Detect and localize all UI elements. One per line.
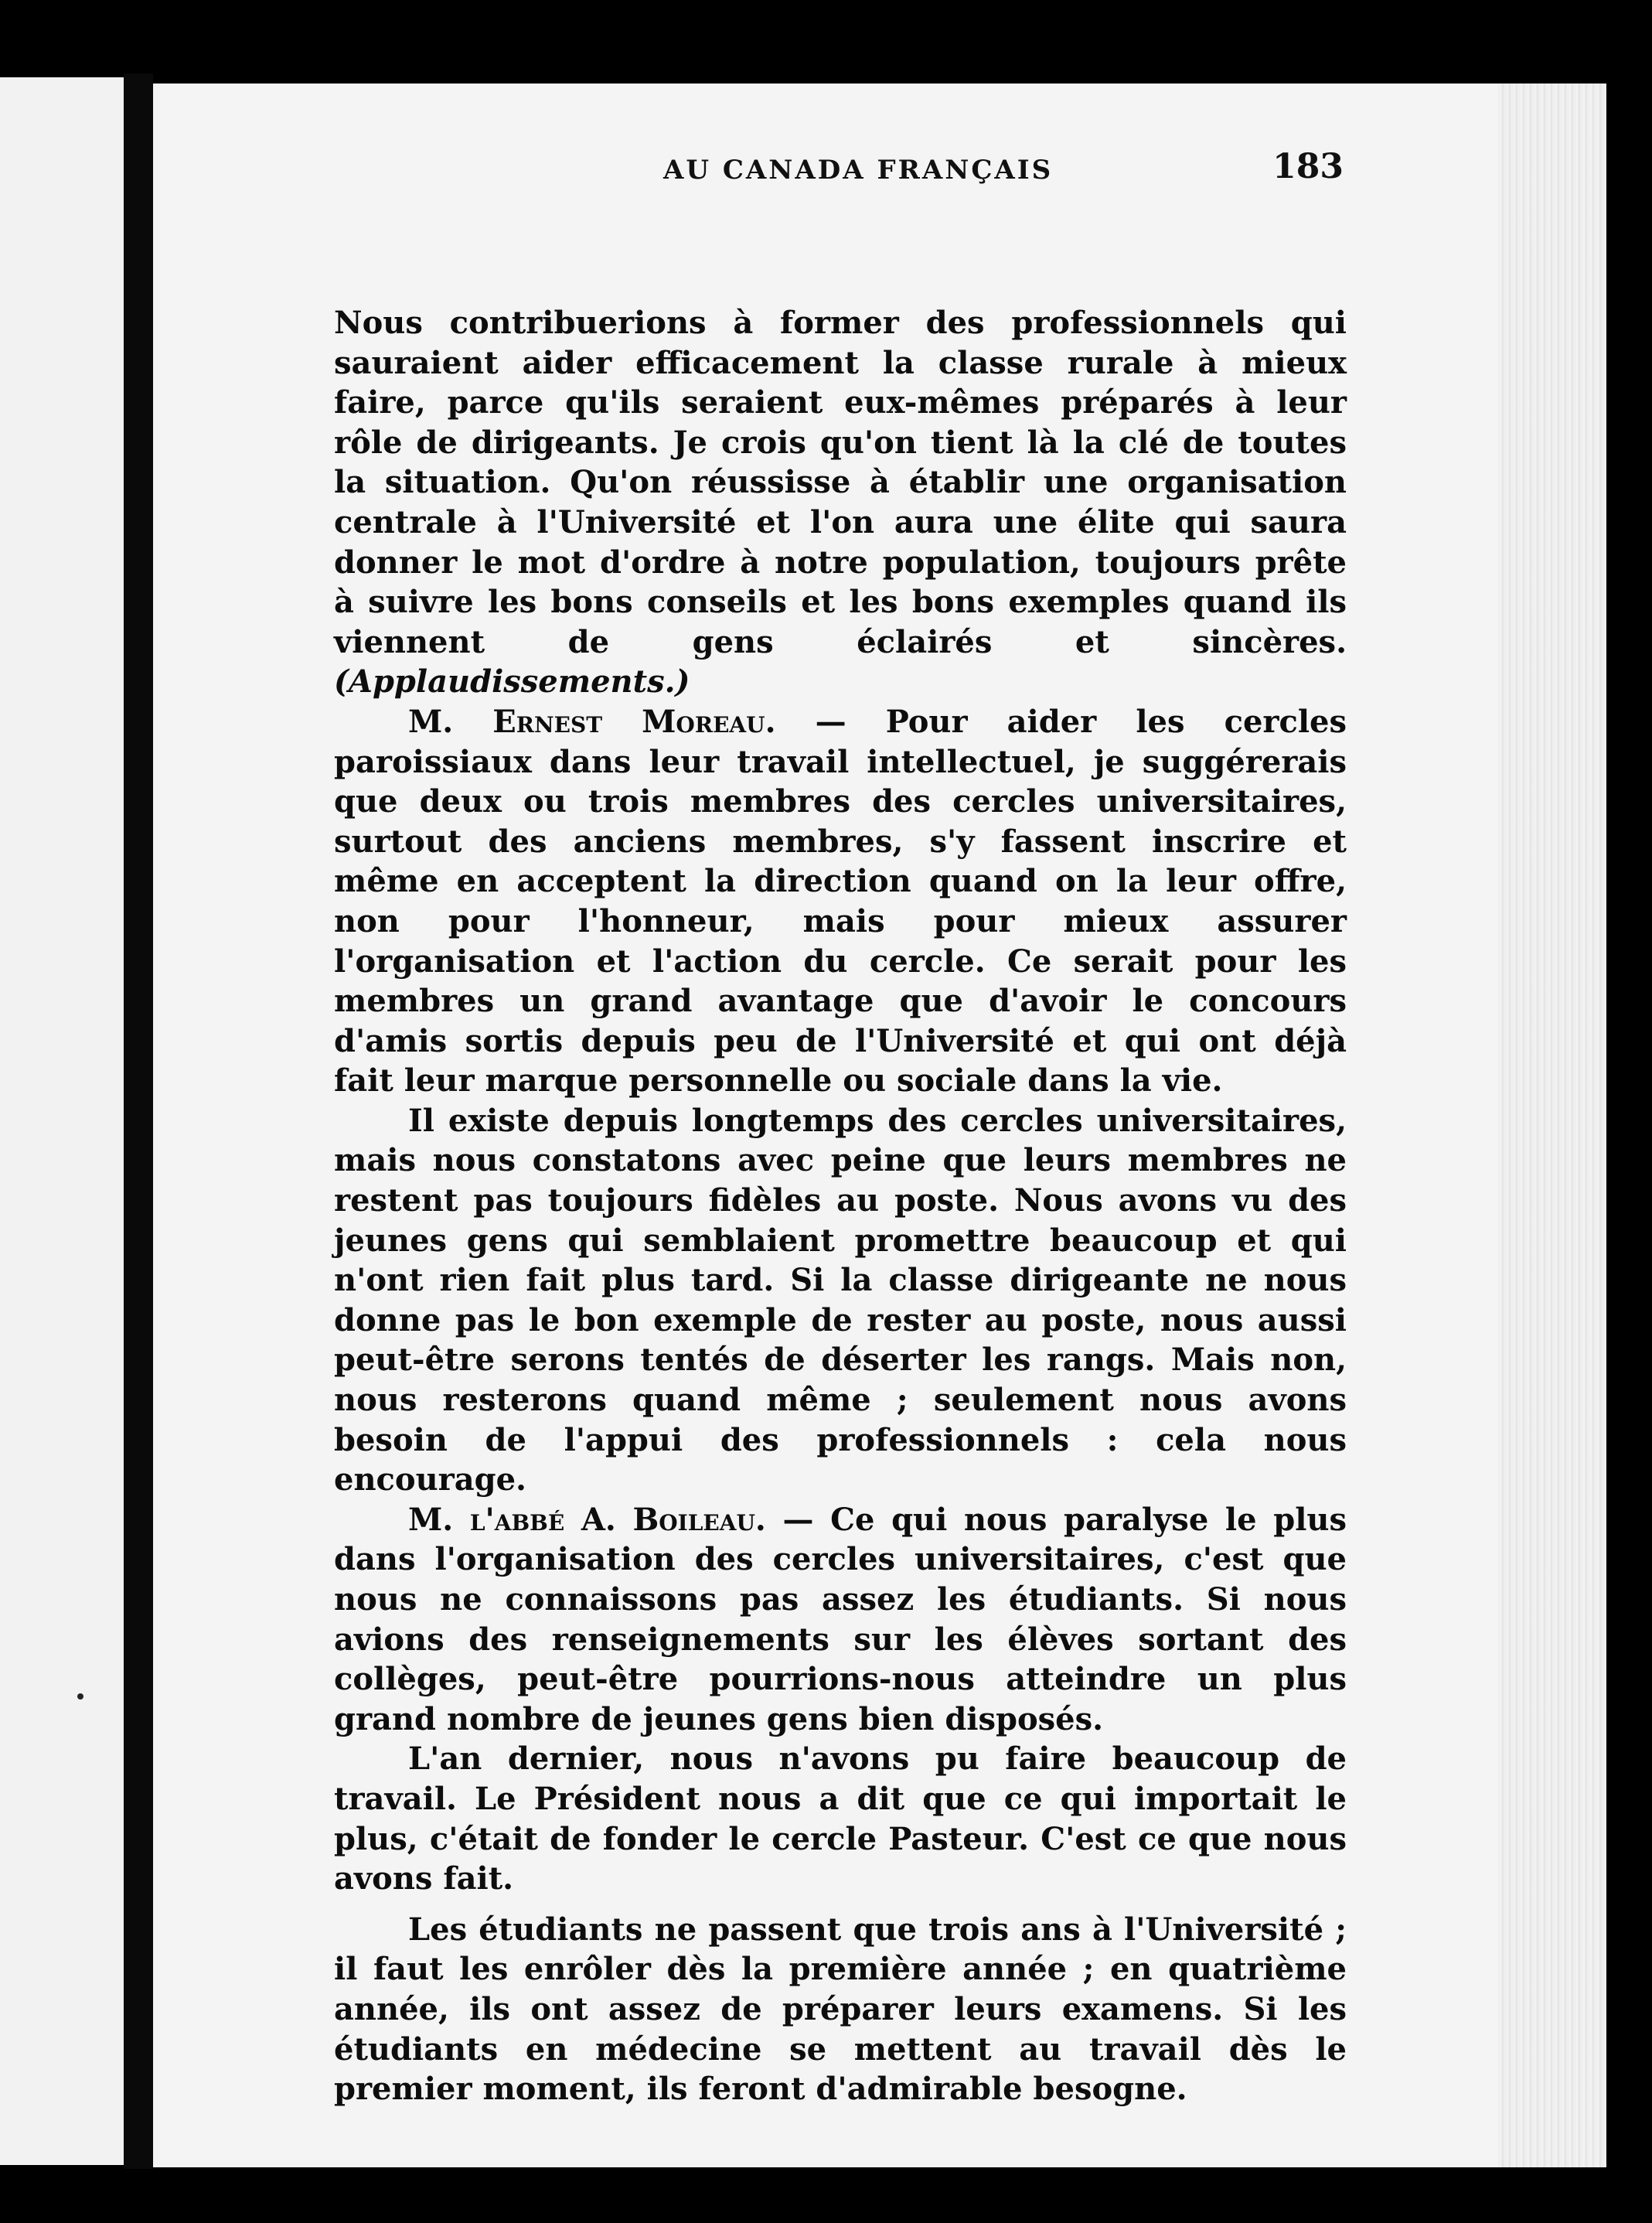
paragraph xyxy=(334,702,1347,1101)
running-head: AU CANADA FRANÇAIS xyxy=(663,155,1054,186)
scan-speck xyxy=(77,1693,83,1700)
body-text xyxy=(334,303,1347,2109)
paragraph-text: Il existe depuis longtemps des cercles universitaires, mais nous constatons avec peine que leurs membres ne restent pas toujours fidèles au poste. Nous avons vu des jeunes gens qui semblaient promettre beaucoup et qui n'ont rien fait plus tard. Si la classe dirigeante ne nous donne pas le bon exemple de rester au poste, nous aussi peut-être serons tentés de déserter les rangs. Mais non, nous resterons quand même ; seulement nous avons besoin de l'appui des professionnels : cela nous encourage. xyxy=(334,1102,1347,1498)
page-edge-shadow xyxy=(1498,84,1606,2167)
speaker-name: M. Ernest Moreau. xyxy=(408,703,776,740)
book-spine xyxy=(124,73,153,2169)
paragraph-text: Nous contribuerions à former des professionnels qui sauraient aider efficacement la classe rurale à mieux faire, parce qu'ils seraient eux-mêmes préparés à leur rôle de dirigeants. Je crois qu'on tient là la clé de toutes la situation. Qu'on réussisse à établir une organisation centrale à l'Université et l'on aura une élite qui saura donner le mot d'ordre à notre population, toujours prête à suivre les bons conseils et les bons exemples quand ils viennent de gens éclairés et sincères. xyxy=(334,305,1347,660)
paragraph-text: Les étudiants ne passent que trois ans à l'Université ; il faut les enrôler dès la première année ; en quatrième année, ils ont assez de préparer leurs examens. Si les étudiants en médecine se mettent au travail dès le premier moment, ils feront d'admirable besogne. xyxy=(334,1911,1347,2108)
page-number: 183 xyxy=(1272,147,1344,186)
paragraph-text: — Pour aider les cercles paroissiaux dans leur travail intellectuel, je suggérerais que deux ou trois membres des cercles universitaires, surtout des anciens membres, s'y fassent inscrire et même en acceptent la direction quand on la leur offre, non pour l'honneur, mais pour mieux assurer l'organisation et l'action du cercle. Ce serait pour les membres un grand avantage que d'avoir le concours d'amis sortis depuis peu de l'Université et qui ont déjà fait leur marque personnelle ou sociale dans la vie. xyxy=(334,703,1347,1100)
paragraph xyxy=(334,1739,1347,1898)
speaker-name: M. l'abbé A. Boileau. xyxy=(408,1501,766,1538)
paragraph xyxy=(334,1500,1347,1740)
paragraph xyxy=(334,1101,1347,1500)
left-page-edge xyxy=(0,77,131,2165)
page-header xyxy=(184,147,1344,193)
paragraph xyxy=(334,1910,1347,2109)
paragraph-text: — Ce qui nous paralyse le plus dans l'organisation des cercles universitaires, c'est que nous ne connaissons pas assez les étudiants. Si nous avions des renseignements sur les élèves sortant des collèges, peut-être pourrions-nous atteindre un plus grand nombre de jeunes gens bien disposés. xyxy=(334,1501,1347,1737)
applause-note: (Applaudissements.) xyxy=(334,663,690,701)
paragraph xyxy=(334,303,1347,702)
paragraph-text: L'an dernier, nous n'avons pu faire beaucoup de travail. Le Président nous a dit que ce qui importait le plus, c'était de fonder le cercle Pasteur. C'est ce que nous avons fait. xyxy=(334,1741,1347,1897)
